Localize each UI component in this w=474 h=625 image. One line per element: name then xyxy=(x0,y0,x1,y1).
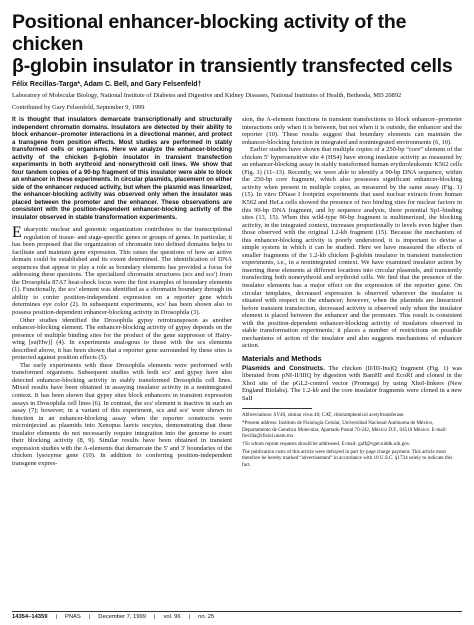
left-column xyxy=(12,116,232,470)
journal-name: PNAS xyxy=(64,614,81,620)
issue-number: no. 25 xyxy=(198,614,215,620)
footnote: †To whom reprint requests should be addressed. E-mail: gaff@vger.niddk.nih.gov. xyxy=(242,441,411,448)
section-heading: Materials and Methods xyxy=(242,353,322,363)
title-line-1: Positional enhancer-blocking activity of the chicken xyxy=(12,11,407,55)
body-paragraph: Earlier studies have shown that multiple copies of a 250-bp “core” element of the chicken 5′ hypersensitive site 4 (HS4) have strong insulator activity as measured by an enhancer-blocking assay in stably transformed human erythroleukemic K562 cells (Fig. 1) (11–13). Recently, we were able to identify a 90-bp DNA sequence, within the 250-bp core fragment, which also possesses significant enhancer-blocking activity when present in multiple copies, as measured by the same assay (Fig. 1) (15). In vitro DNase I footprint experiments that used nuclear extracts from human K562 and HeLa cells showed the presence of two binding sites for nuclear factors in this 90-bp DNA fragment, and by sequence analysis, three potential Sp1-binding sites (13, 15). When this wild-type 90-bp fragment is multimerized, the blocking activity, in the integrated context, increases proportionally to levels even higher than those observed with the original 1.2-kb fragment (15). Because the mechanism of this enhancer-blocking activity is poorly understood, it is important to devise a simple system in which it can be studied. Here we have measured the effects of smaller fragments of the 1.2-kb chicken β-globin insulator in transient transfection experiments, i.e., in a nonintegrated context. We have examined insulator action by inserting these elements at different locations into circular plasmids, and transiently transfecting both nonerythroid and erythroid cells. We find that the presence of the insulator elements has a major effect on the expression of the reporter gene. On circular templates, decreased expression is observed wherever the insulator is situated with respect to the enhancer; however, when the plasmids are linearized before transient transfection, decreased activity is observed only when the insulator element is placed between the enhancer and the promoter. This result is consistent with the position-dependent enhancer-blocking activity of insulators observed in stable transformation experiments; it places a number of restrictions on possible mechanisms of action of the insulator and also suggests mechanisms of enhancer action. xyxy=(242,146,462,350)
author-list: Félix Recillas-Targa*, Adam C. Bell, and Gary Felsenfeld† xyxy=(12,81,202,88)
body-paragraph: sion, the A-element functions in transient transfections to block enhancer–promoter interactions only when it is between, but not when it is outside, the enhancer and the reporter (10). These results suggest that boundary elements can maintain the enhancer-blocking function in integrated and nonintegrated environments (6, 10). xyxy=(242,116,462,146)
right-column xyxy=(242,116,462,470)
contributed-line: Contributed by Gary Felsenfeld, September 9, 1999 xyxy=(12,104,145,111)
intro-paragraph-text: ukaryotic nuclear and genomic organization contributes to the transcriptional regulation of tissue- and stage-specific genes or groups of genes. In particular, it has been proposed that the organization of chromatin into defined domains helps to facilitate and maintain gene expression. This raises the questions of how an active domain could be established and its extent determined. The identification of DNA sequences that appear to play a role as boundary elements has provided a focus for addressing these questions. The specialized chromatin structures (scs and scs′) from the Drosophila 87A7 heat-shock locus were the first examples of boundary elements (1). Functionally, the scs′ element was identified as a chromatin boundary through its ability to confer position-independent expression on a reporter gene which determines eye color (2). In subsequent experiments, scs′ has been shown also to possess position-dependent enhancer-blocking activity in Drosophila (3). xyxy=(12,226,232,317)
affiliation: Laboratory of Molecular Biology, National Institute of Diabetes and Digestive and Kidney Diseases, National Institutes of Health, Bethesda, MD 20892 xyxy=(12,92,402,99)
issue-date: December 7, 1999 xyxy=(98,614,146,620)
footnote: The publication costs of this article were defrayed in part by page charge payment. This article must therefore be hereby marked “advertisement” in accordance with 18 U.S.C. §1734 solely to indicate this fact. xyxy=(242,449,453,468)
page-range: 14354–14359 xyxy=(12,614,48,620)
body-paragraph: The early experiments with these Drosophila elements were performed with transformed organisms. Subsequent studies with both scs′ and gypsy have also detected enhancer-blocking activity in stably transformed Drosophila cell lines. Mixed results have been obtained in assaying insulator activity in a nonintegrated context. It has been shown that gypsy sites block enhancers in transient expression assays in Drosophila cell lines (6). In contrast, the scs′ element is inactive in such an assay (7); however, in a variant of this experiment, scs and scs′ were shown to function in an enhancer-blocking assay when the reporter constructs were microinjected as plasmids into Xenopus laevis oocytes, demonstrating that these insulator elements do not necessarily require integration into the genome to exert their blocking activity (8, 9). Similar results have been obtained in transient expression studies with the A-elements that demarcate the 5′ and 3′ boundaries of the chicken lysozyme gene (10). In addition to conferring position-independent transgene expres- xyxy=(12,361,232,467)
abstract: It is thought that insulators demarcate transcriptionally and structurally independent chromatin domains. Insulators are detected by their ability to block enhancer–promoter interactions in a directional manner, and protect a transgene from position effects. Most studies are performed in stably transformed cells or organisms. Here we analyze the enhancer-blocking activity of the chicken β-globin insulator in transient transfection experiments in both erythroid and nonerythroid cell lines. We show that four tandem copies of a 90-bp fragment of this insulator were able to block an enhancer in these experiments. In circular plasmids, placement on either side of the enhancer reduced activity, but when the plasmid was linearized, the enhancer-blocking activity was observed only when the insulator was placed between the promoter and the enhancer. These observations are consistent with the position-dependent enhancer-blocking activity of the insulator observed in stable transformation experiments. xyxy=(12,116,232,221)
intro-paragraph xyxy=(12,226,232,317)
separator: | xyxy=(55,614,57,620)
article-title xyxy=(12,11,462,77)
footnote-divider xyxy=(242,408,312,409)
footnote: *Present address: Instituto de Fisiología Celular, Universidad Nacional Autónoma de México, Departamento de Genética Molecular, Apartado Postal 70-242, México D.F., 04510 México. E-mail: frecilla@ifisiol.unam.mx. xyxy=(242,420,447,439)
body-columns xyxy=(12,116,462,470)
separator: | xyxy=(88,614,91,620)
subsection-heading: Plasmids and Constructs. xyxy=(242,364,325,372)
body-paragraph: Other studies identified the Drosophila gypsy retrotransposon as another enhancer-blocking element. The enhancer-blocking activity of gypsy depends on the presence of multiple binding sites for the product of the gene suppressor of Hairy-wing [su(Hw)] (4). In experiments analogous to those with the scs elements described above, it has been shown that a reporter gene surrounded by these sites is protected against position effects (5). xyxy=(12,316,232,362)
methods-text: The chicken (II/III-Ins)Q fragment (Fig. 1) was liberated from pNI-II/IIIQ by digestion with BamHI and EcoRI and cloned in the XhoI site of the pGL2-control vector (Promega) by using XhoI-linkers (New England Biolabs). The 1.2-kb and the core insulator fragments were cloned in a new SalI xyxy=(242,364,462,402)
title-line-2: β-globin insulator in transiently transfected cells xyxy=(12,55,453,77)
methods-paragraph xyxy=(242,365,462,403)
separator: | xyxy=(154,614,156,620)
page-footer xyxy=(12,611,462,620)
volume: vol. 96 xyxy=(163,614,181,620)
footnote: Abbreviations: SV40, simian virus 40; CAT, chloramphenicol acetyltransferase. xyxy=(242,412,405,419)
separator: | xyxy=(188,614,191,620)
drop-cap: E xyxy=(12,224,22,241)
